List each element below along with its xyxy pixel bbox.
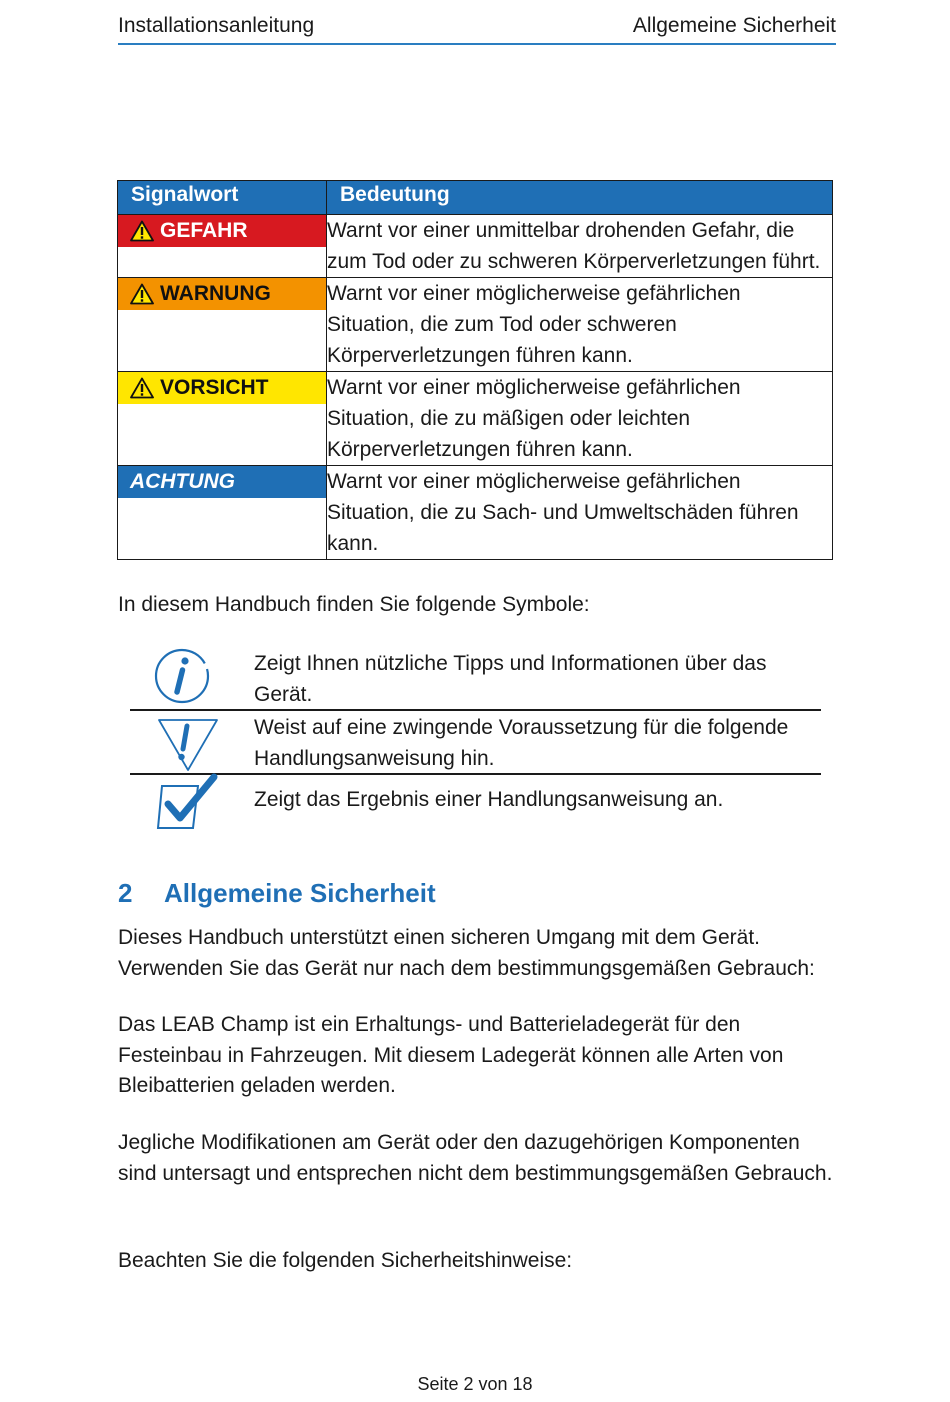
meaning-text: Warnt vor einer möglicherweise gefährlichen Situation, die zu mäßigen oder leichten Körperverletzungen führen kann. [327, 372, 833, 466]
page-header [118, 12, 836, 45]
symbols-intro: In diesem Handbuch finden Sie folgende Symbole: [118, 593, 590, 616]
table-row-danger [118, 215, 833, 278]
info-icon [148, 646, 212, 708]
column-header-signal-word: Signalwort [118, 181, 327, 215]
symbol-description: Zeigt das Ergebnis einer Handlungsanweisung an. [254, 788, 724, 811]
section-number: 2 [118, 878, 133, 908]
signal-word-label: GEFAHR [160, 219, 248, 242]
signal-word-warning [118, 278, 326, 310]
header-right-title: Allgemeine Sicherheit [632, 14, 836, 37]
section-heading [118, 878, 436, 909]
paragraph: Das LEAB Champ ist ein Erhaltungs- und Batterieladegerät für den Festeinbau in Fahrzeugen. Mit diesem Ladegerät können alle Arten von Bleibatterien geladen werden. [118, 1013, 784, 1097]
section-title: Allgemeine Sicherheit [164, 878, 436, 908]
header-left-title: Installationsanleitung [118, 14, 315, 37]
signal-word-notice [118, 466, 326, 498]
meaning-text: Warnt vor einer möglicherweise gefährlichen Situation, die zum Tod oder schweren Körperverletzungen führen kann. [327, 278, 833, 372]
paragraph: Jegliche Modifikationen am Gerät oder den dazugehörigen Komponenten sind untersagt und entsprechen nicht dem bestimmungsgemäßen Gebrauch. [118, 1131, 833, 1185]
symbol-row-result [130, 784, 821, 834]
table-row-caution [118, 372, 833, 466]
symbol-row-prerequisite [130, 712, 821, 775]
warning-triangle-icon [130, 220, 154, 242]
checkmark-icon [154, 772, 224, 832]
table-row-notice [118, 466, 833, 560]
signal-word-table [117, 180, 833, 560]
table-header-row [118, 181, 833, 215]
prerequisite-icon [156, 716, 220, 772]
signal-word-label: VORSICHT [160, 376, 269, 399]
symbol-description: Weist auf eine zwingende Voraussetzung für die folgende Handlungsanweisung hin. [254, 716, 789, 770]
warning-triangle-icon [130, 377, 154, 399]
signal-word-label: WARNUNG [160, 282, 271, 305]
signal-word-danger [118, 215, 326, 247]
signal-word-label: ACHTUNG [130, 470, 235, 493]
signal-word-caution [118, 372, 326, 404]
warning-triangle-icon [130, 283, 154, 305]
symbol-description: Zeigt Ihnen nützliche Tipps und Informationen über das Gerät. [254, 652, 767, 706]
page-footer: Seite 2 von 18 [417, 1374, 533, 1394]
paragraph: Dieses Handbuch unterstützt einen sicheren Umgang mit dem Gerät. Verwenden Sie das Gerät nur nach dem bestimmungsgemäßen Gebrauch: [118, 926, 815, 980]
symbol-row-info [130, 648, 821, 711]
column-header-meaning: Bedeutung [327, 181, 833, 215]
paragraph: Beachten Sie die folgenden Sicherheitshinweise: [118, 1249, 573, 1272]
table-row-warning [118, 278, 833, 372]
meaning-text: Warnt vor einer unmittelbar drohenden Gefahr, die zum Tod oder zu schweren Körperverletzungen führt. [327, 215, 833, 278]
meaning-text: Warnt vor einer möglicherweise gefährlichen Situation, die zu Sach- und Umweltschäden führen kann. [327, 466, 833, 560]
